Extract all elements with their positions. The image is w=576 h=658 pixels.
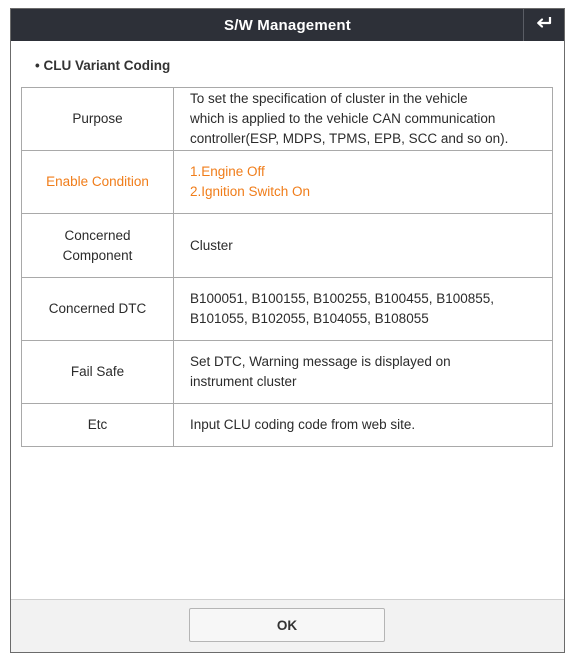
value-line: 1.Engine Off <box>190 164 265 179</box>
row-label: Purpose <box>22 88 174 151</box>
row-value <box>174 278 553 341</box>
label-line: Concerned <box>64 227 131 243</box>
info-table <box>21 87 553 447</box>
row-value <box>174 214 553 278</box>
table-row-fail-safe <box>22 341 553 404</box>
value-line: Cluster <box>190 237 233 253</box>
value-line: Set DTC, Warning message is displayed on <box>190 354 451 369</box>
table-row-enable-condition <box>22 151 553 214</box>
value-line: B101055, B102055, B104055, B108055 <box>190 311 429 326</box>
window-title: S/W Management <box>224 16 351 34</box>
row-label: Etc <box>22 404 174 447</box>
value-line: controller(ESP, MDPS, TPMS, EPB, SCC and so on). <box>190 131 509 146</box>
table-row-purpose <box>22 88 553 151</box>
section-title: • CLU Variant Coding <box>35 58 171 73</box>
value-line: To set the specification of cluster in the vehicle <box>190 91 468 106</box>
row-value <box>174 88 553 151</box>
value-line: Input CLU coding code from web site. <box>190 417 416 432</box>
label-line: Component <box>62 247 133 263</box>
row-value <box>174 341 553 404</box>
row-label: Fail Safe <box>22 341 174 404</box>
row-label: Enable Condition <box>22 151 174 214</box>
value-line: which is applied to the vehicle CAN communication <box>190 111 496 126</box>
ok-button[interactable]: OK <box>189 608 385 642</box>
table-row-concerned-component <box>22 214 553 278</box>
title-bar <box>11 9 564 41</box>
dialog-footer <box>11 599 564 652</box>
back-button[interactable] <box>523 9 564 41</box>
value-line: 2.Ignition Switch On <box>190 184 311 199</box>
value-line: instrument cluster <box>190 374 297 389</box>
table-row-concerned-dtc <box>22 278 553 341</box>
row-value <box>174 404 553 447</box>
row-label: Concerned DTC <box>22 278 174 341</box>
row-value <box>174 151 553 214</box>
sw-management-dialog <box>10 8 565 653</box>
row-label <box>22 214 174 278</box>
value-line: B100051, B100155, B100255, B100455, B100855, <box>190 291 495 306</box>
return-arrow-icon <box>535 15 553 36</box>
table-row-etc <box>22 404 553 447</box>
